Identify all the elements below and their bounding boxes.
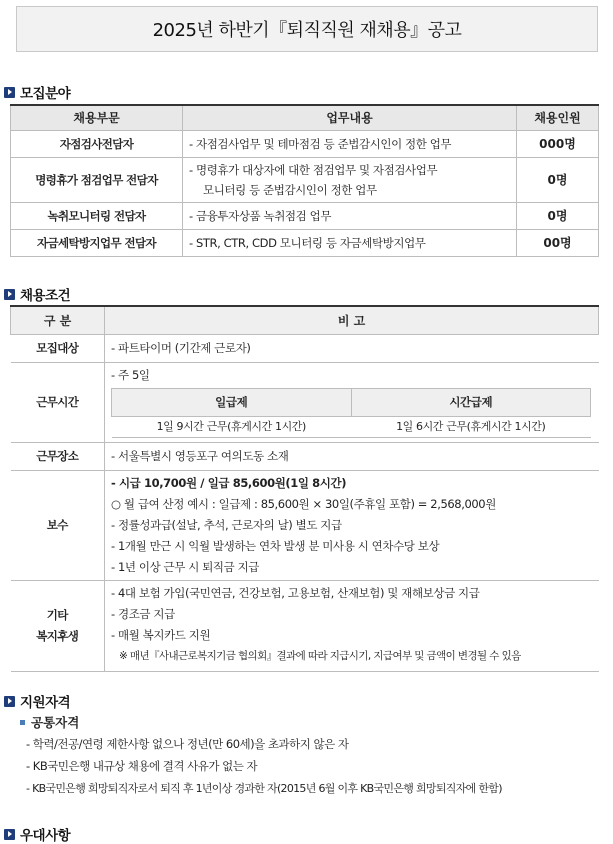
row-desc	[183, 157, 517, 202]
table-row	[11, 442, 599, 470]
row-count: 000명	[517, 130, 599, 157]
target-label: 모집대상	[11, 334, 105, 362]
hours-text: - 주 5일	[111, 367, 150, 382]
welfare-cell	[105, 580, 599, 671]
welfare-label-line: 기타	[46, 607, 68, 622]
table-row	[11, 580, 599, 671]
pay-line: ○ 월 급여 산정 예시 : 일급제 : 85,600원 × 30일(주휴일 포함) = 2,568,000원	[111, 496, 496, 511]
recruit-table	[10, 104, 599, 257]
row-dept: 녹취모니터링 전담자	[11, 202, 183, 229]
table-row	[11, 202, 599, 229]
subheader-daily: 일급제	[112, 388, 352, 416]
table-row	[11, 157, 599, 202]
col-header-count: 채용인원	[517, 105, 599, 130]
row-desc: - 금융투자상품 녹취점검 업무	[183, 202, 517, 229]
pay-line: - 시급 10,700원 / 일급 85,600원(1일 8시간)	[111, 475, 347, 490]
welfare-line: - 4대 보험 가입(국민연금, 건강보험, 고용보험, 산재보험) 및 재해보상금 지급	[111, 585, 480, 600]
welfare-line: - 매월 복지카드 지원	[111, 627, 211, 642]
pay-label: 보수	[11, 470, 105, 580]
section-qualifications	[4, 691, 70, 711]
table-row	[11, 130, 599, 157]
row-count: 0명	[517, 157, 599, 202]
arrow-box-icon	[4, 289, 15, 300]
col-header-category: 구 분	[11, 306, 105, 334]
welfare-label	[11, 580, 105, 671]
section-recruit-title: 모집분야	[20, 86, 71, 102]
row-desc: - 자점검사업무 및 테마점검 등 준법감시인이 정한 업무	[183, 130, 517, 157]
qualification-line: - KB국민은행 내규상 채용에 결격 사유가 없는 자	[26, 759, 258, 773]
row-desc-line: - 명령휴가 대상자에 대한 점검업무 및 자점검사업무	[189, 162, 438, 177]
common-qualification-title: 공통자격	[31, 715, 80, 730]
row-dept: 자점검사전담자	[11, 130, 183, 157]
hours-cell	[105, 362, 599, 442]
place-label: 근무장소	[11, 442, 105, 470]
table-row	[11, 362, 599, 442]
row-desc: - STR, CTR, CDD 모니터링 등 자금세탁방지업무	[183, 229, 517, 256]
welfare-line: - 경조금 지급	[111, 606, 175, 621]
daily-value: 1일 9시간 근무(휴게시간 1시간)	[112, 416, 352, 437]
qualification-line: - KB국민은행 희망퇴직자로서 퇴직 후 1년이상 경과한 자(2015년 6월 이후 KB국민은행 희망퇴직자에 한함)	[26, 782, 502, 795]
hourly-value: 1일 6시간 근무(휴게시간 1시간)	[351, 416, 591, 437]
row-desc-line: 모니터링 등 준법감시인이 정한 업무	[203, 182, 377, 197]
col-header-task: 업무내용	[183, 105, 517, 130]
qualification-line: - 학력/전공/연령 제한사항 없으나 정년(만 60세)을 초과하지 않은 자	[26, 737, 349, 751]
section-conditions	[4, 284, 70, 304]
hours-label: 근무시간	[11, 362, 105, 442]
conditions-table	[10, 305, 599, 672]
common-qualification-head	[20, 713, 79, 731]
pay-line: - 정률성과급(설날, 추석, 근로자의 날) 별도 지급	[111, 517, 342, 532]
col-header-dept: 채용부문	[11, 105, 183, 130]
bullet-icon	[20, 720, 25, 725]
welfare-note: ※ 매년『사내근로복지기금 협의회』결과에 따라 지급시기, 지급여부 및 금액이 변경될 수 있음	[119, 649, 521, 662]
table-row	[11, 470, 599, 580]
pay-line: - 1년 이상 근무 시 퇴직금 지급	[111, 559, 259, 574]
pay-line: - 1개월 만근 시 익월 발생하는 연차 발생 분 미사용 시 연차수당 보상	[111, 538, 440, 553]
welfare-label-line: 복지후생	[36, 628, 79, 643]
arrow-box-icon	[4, 696, 15, 707]
section-preferences	[4, 824, 70, 844]
section-preferences-title: 우대사항	[20, 828, 71, 844]
section-conditions-title: 채용조건	[20, 288, 71, 304]
section-qualifications-title: 지원자격	[20, 695, 71, 711]
row-dept: 명령휴가 점검업무 전담자	[11, 157, 183, 202]
table-row	[11, 334, 599, 362]
row-count: 0명	[517, 202, 599, 229]
hours-subtable	[111, 388, 591, 438]
page-title: 2025년 하반기『퇴직직원 재채용』공고	[16, 6, 598, 52]
arrow-box-icon	[4, 87, 15, 98]
table-row	[11, 229, 599, 256]
arrow-box-icon	[4, 829, 15, 840]
target-text: - 파트타이머 (기간제 근로자)	[105, 334, 599, 362]
pay-cell	[105, 470, 599, 580]
row-count: 00명	[517, 229, 599, 256]
place-text: - 서울특별시 영등포구 여의도동 소재	[105, 442, 599, 470]
subheader-hourly: 시간급제	[351, 388, 591, 416]
section-recruit	[4, 82, 70, 102]
row-dept: 자금세탁방지업무 전담자	[11, 229, 183, 256]
col-header-remarks: 비 고	[105, 306, 599, 334]
